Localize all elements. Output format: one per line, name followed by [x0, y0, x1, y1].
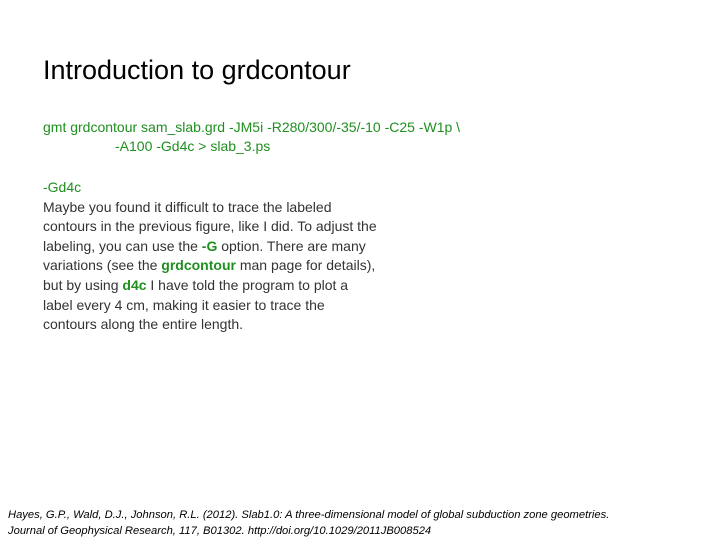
grdcontour-highlight: grdcontour — [161, 257, 236, 274]
command-line-1: gmt grdcontour sam_slab.grd -JM5i -R280/300/-35/-10 -C25 -W1p \ — [43, 119, 461, 135]
citation-line-1: Hayes, G.P., Wald, D.J., Johnson, R.L. (2012). Slab1.0: A three-dimensional model of global subduction zone geometries. — [8, 509, 610, 521]
g-option-highlight: -G — [201, 237, 218, 254]
explanation-block — [43, 178, 378, 335]
command-block — [43, 118, 460, 156]
command-line-2: -A100 -Gd4c > slab_3.ps — [115, 138, 271, 154]
explanation-text-3: man page for details), but by using — [43, 257, 376, 293]
citation-line-2: Journal of Geophysical Research, 117, B01302. http://doi.org/10.1029/2011JB008524 — [8, 525, 432, 537]
d4c-highlight: d4c — [122, 276, 147, 293]
explanation-text-4: I have told the program to plot a label every 4 cm, making it easier to trace the contours along the entire length. — [43, 276, 349, 333]
explanation-text-1: Maybe you found it difficult to trace the labeled contours in the previous figure, like I did. To adjust the labeling, you can use the — [43, 198, 377, 254]
slide-title: Introduction to grdcontour — [43, 55, 351, 85]
explanation-text-2: option. There are many variations (see the — [43, 237, 366, 274]
explanation-paragraph — [43, 198, 378, 335]
citation — [8, 507, 609, 539]
option-heading: -Gd4c — [43, 179, 82, 195]
